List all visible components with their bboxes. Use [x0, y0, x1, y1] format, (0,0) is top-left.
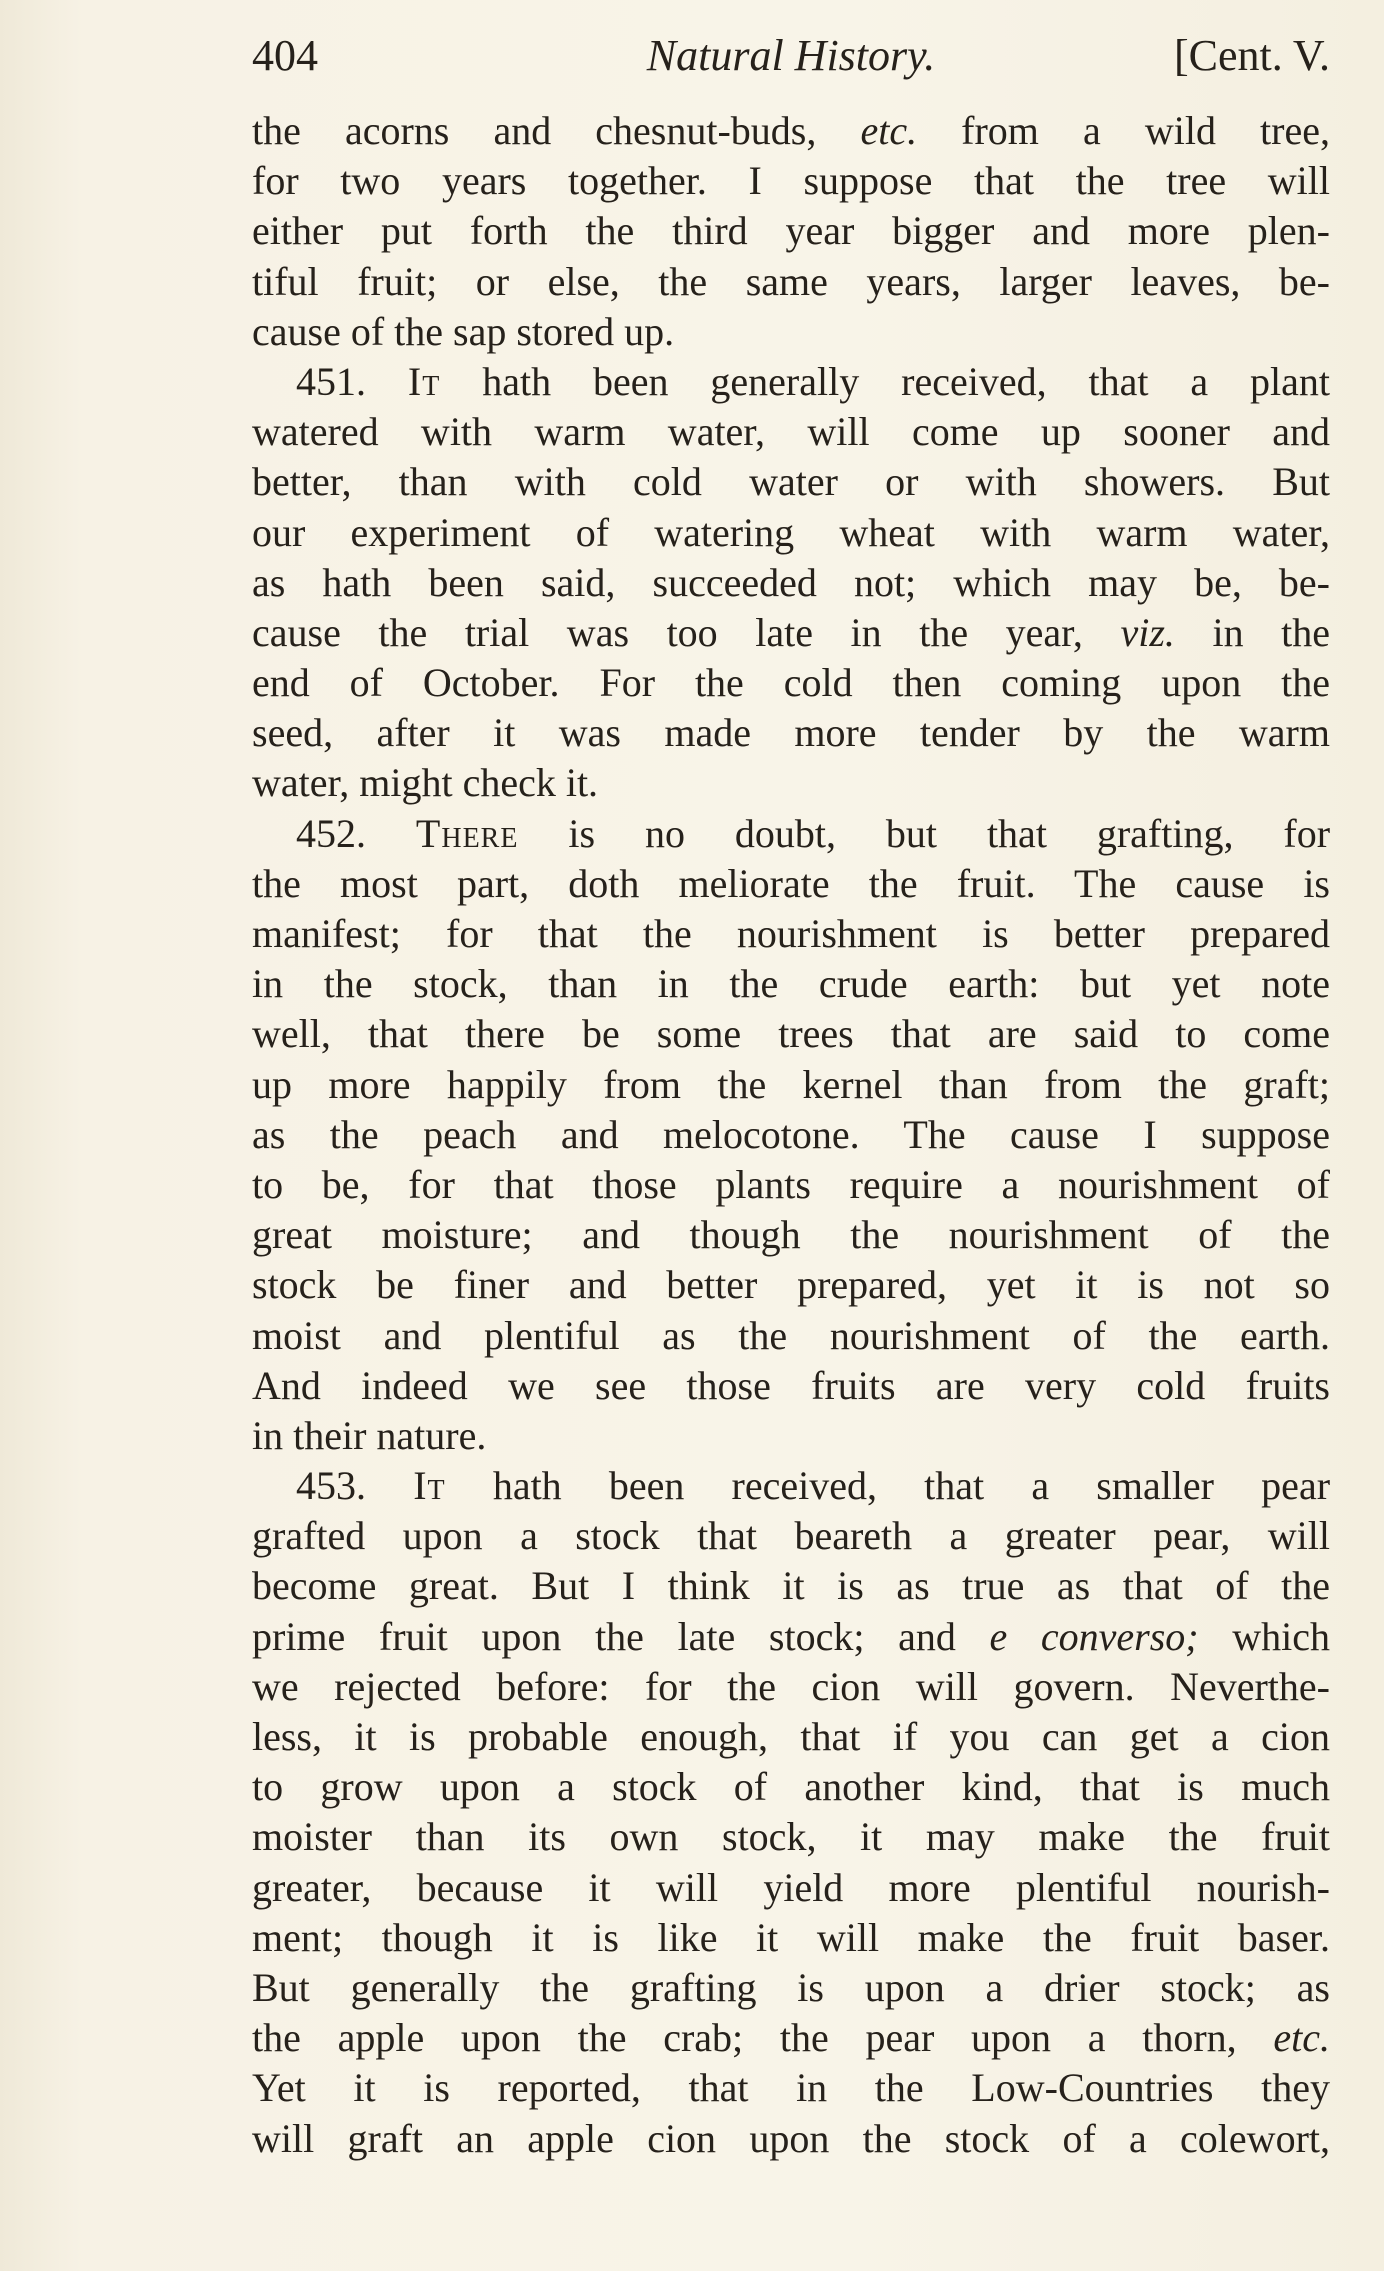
line-text: as the peach and melocotone. The cause I suppose: [252, 1111, 1330, 1157]
text-line: [252, 2063, 1330, 2113]
line-text: better, than with cold water or with showers. But: [252, 459, 1330, 505]
line-text: become great. But I think it is as true as that of the: [252, 1563, 1330, 1609]
paragraph-number: 452.: [296, 810, 366, 856]
paragraph-number: 453.: [296, 1463, 366, 1509]
text-line: [252, 1361, 1330, 1411]
line-text: in the stock, than in the crude earth: but yet note: [252, 961, 1330, 1007]
text-line: [252, 1110, 1330, 1160]
line-text: tiful fruit; or else, the same years, larger leaves, be-: [252, 258, 1330, 304]
line-text: water, might check it.: [252, 760, 599, 806]
text-line: [252, 708, 1330, 758]
text-line: [252, 1210, 1330, 1260]
line-text: cause of the sap stored up.: [252, 308, 675, 354]
line-text: ment; though it is like it will make the fruit baser.: [252, 1914, 1330, 1960]
text-line: [252, 1511, 1330, 1561]
line-text: less, it is probable enough, that if you can get a cion: [252, 1714, 1330, 1759]
line-text: in their nature.: [252, 1412, 487, 1458]
page-number: 404: [252, 31, 318, 80]
small-caps-lead: There: [415, 810, 519, 856]
text-line: [252, 1913, 1330, 1963]
italic-term: e converso;: [989, 1613, 1199, 1659]
line-text: greater, because it will yield more plentiful nourish-: [252, 1864, 1330, 1910]
text-line: [252, 1561, 1330, 1611]
line-text: up more happily from the kernel than from the graft;: [252, 1061, 1330, 1107]
paragraph-start-line: [252, 1461, 1330, 1511]
text-line: [252, 1662, 1330, 1712]
text-line: [252, 2114, 1330, 2164]
line-text: seed, after it was made more tender by the warm: [252, 710, 1330, 756]
text-line: [252, 1009, 1330, 1059]
text-line: [252, 508, 1330, 558]
paragraph-start-line: [252, 809, 1330, 859]
text-line: [252, 1060, 1330, 1110]
line-text: we rejected before: for the cion will govern. Neverthe-: [252, 1663, 1330, 1709]
small-caps-lead: It: [407, 358, 441, 404]
text-line: [252, 1612, 1330, 1662]
text-line: [252, 1411, 1330, 1461]
text-line: [252, 1963, 1330, 2013]
line-text: as hath been said, succeeded not; which may be, be-: [252, 559, 1330, 605]
text-line: [252, 1812, 1330, 1862]
line-text: And indeed we see those fruits are very cold fruits: [252, 1362, 1330, 1408]
line-text: our experiment of watering wheat with warm water,: [252, 509, 1330, 555]
line-text: great moisture; and though the nourishment of the: [252, 1212, 1330, 1258]
italic-term: etc.: [860, 108, 918, 153]
italic-term: viz.: [1120, 609, 1175, 655]
text-line: [252, 106, 1330, 156]
text-line: [252, 257, 1330, 307]
text-line: [252, 1762, 1330, 1812]
text-line: [252, 608, 1330, 658]
line-text: moister than its own stock, it may make the fruit: [252, 1814, 1330, 1860]
text-line: [252, 407, 1330, 457]
text-line: [252, 1712, 1330, 1762]
text-line: [252, 1863, 1330, 1913]
text-line: [252, 558, 1330, 608]
line-text: end of October. For the cold then coming upon the: [252, 660, 1330, 706]
line-text: hath been generally received, that a plant: [482, 358, 1330, 404]
paragraph-number: 451.: [296, 358, 366, 404]
line-text: Yet it is reported, that in the Low-Countries they: [252, 2065, 1330, 2111]
paragraph-start-line: [252, 357, 1330, 407]
text-line: [252, 2013, 1330, 2063]
line-text: watered with warm water, will come up sooner and: [252, 409, 1330, 455]
line-text: will graft an apple cion upon the stock of a colewort,: [252, 2115, 1330, 2161]
small-caps-lead: It: [413, 1463, 446, 1509]
text-line: [252, 758, 1330, 808]
line-text: prime fruit upon the late stock; and e converso; which: [252, 1613, 1330, 1659]
text-line: [252, 156, 1330, 206]
line-text: to grow upon a stock of another kind, that is much: [252, 1764, 1330, 1810]
text-line: [252, 206, 1330, 256]
body-text: [252, 106, 1330, 2164]
century-heading: [Cent. V.: [1173, 31, 1330, 80]
text-line: [252, 658, 1330, 708]
line-text: But generally the grafting is upon a drier stock; as: [252, 1964, 1330, 2010]
page-header: [252, 26, 1330, 86]
text-line: [252, 1311, 1330, 1361]
italic-term: etc.: [1273, 2015, 1330, 2061]
line-text: is no doubt, but that grafting, for: [568, 810, 1330, 856]
text-line: [252, 1160, 1330, 1210]
line-text: to be, for that those plants require a nourishment of: [252, 1161, 1330, 1207]
line-text: well, that there be some trees that are said to come: [252, 1011, 1330, 1057]
line-text: hath been received, that a smaller pear: [492, 1463, 1330, 1509]
line-text: stock be finer and better prepared, yet it is not so: [252, 1262, 1330, 1308]
line-text: for two years together. I suppose that the tree will: [252, 158, 1330, 204]
line-text: manifest; for that the nourishment is better prepared: [252, 911, 1330, 956]
text-line: [252, 1260, 1330, 1310]
line-text: the most part, doth meliorate the fruit. The cause is: [252, 860, 1330, 906]
text-line: [252, 457, 1330, 507]
text-line: [252, 909, 1330, 959]
line-text: moist and plentiful as the nourishment of the earth.: [252, 1312, 1330, 1358]
line-text: grafted upon a stock that beareth a greater pear, will: [252, 1513, 1330, 1559]
text-line: [252, 959, 1330, 1009]
line-text: the acorns and chesnut-buds, etc. from a wild tree,: [252, 108, 1330, 153]
text-line: [252, 859, 1330, 909]
line-text: the apple upon the crab; the pear upon a thorn, etc.: [252, 2015, 1330, 2061]
text-line: [252, 307, 1330, 357]
line-text: either put forth the third year bigger and more plen-: [252, 208, 1330, 254]
running-title: Natural History.: [646, 31, 936, 80]
line-text: cause the trial was too late in the year, viz. in the: [252, 609, 1330, 655]
